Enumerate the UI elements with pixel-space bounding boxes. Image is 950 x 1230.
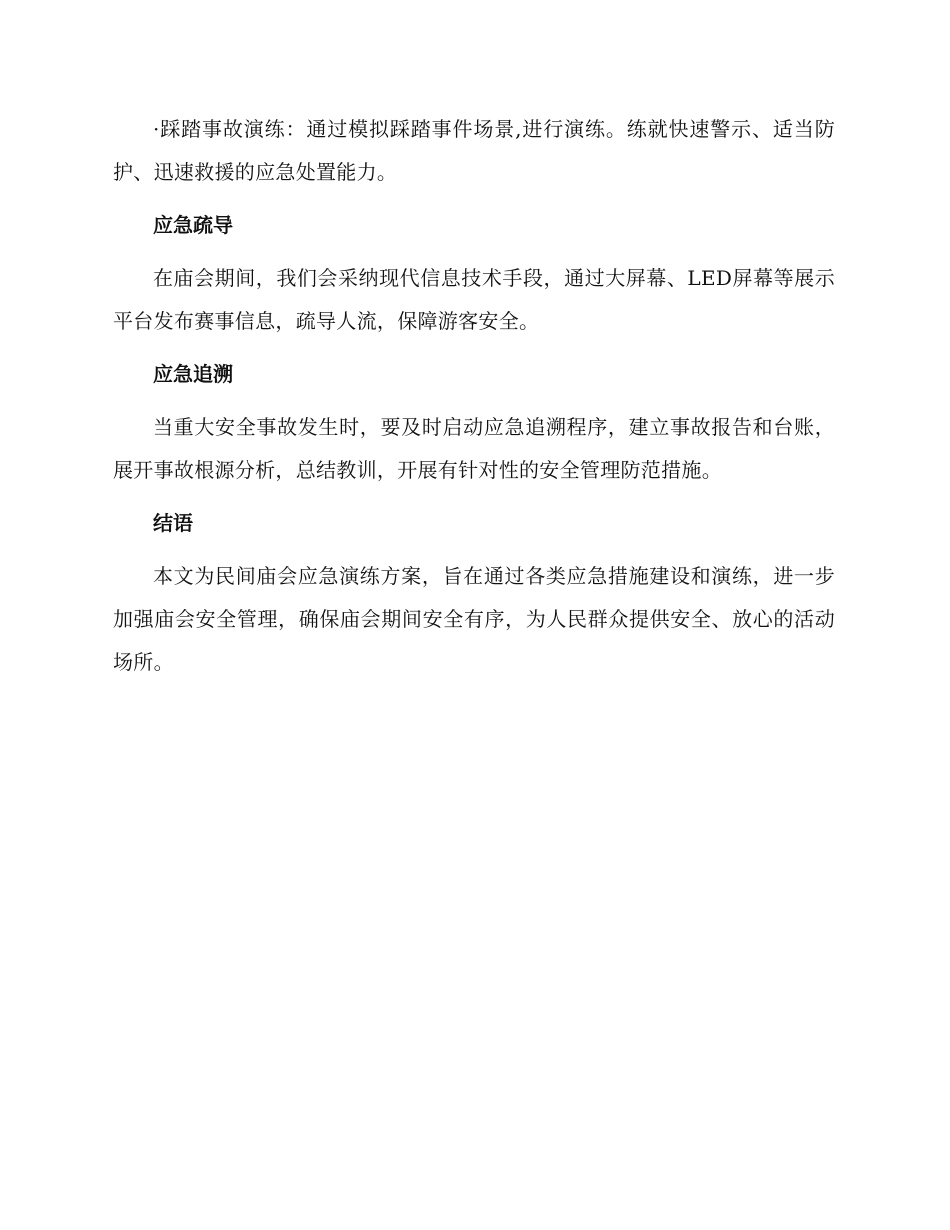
heading-emergency-tracing: 应急追溯 <box>153 362 233 386</box>
heading-emergency-guidance: 应急疏导 <box>153 213 233 237</box>
heading-conclusion: 结语 <box>153 511 193 535</box>
paragraph-stampede-drill: ·踩踏事故演练：通过模拟踩踏事件场景,进行演练。练就快速警示、适当防护、迅速救援的应急处置能力。 <box>113 117 835 184</box>
document-body <box>113 108 835 684</box>
paragraph-emergency-tracing: 当重大安全事故发生时，要及时启动应急追溯程序，建立事故报告和台账，展开事故根源分析，总结教训，开展有针对性的安全管理防范措施。 <box>113 415 835 482</box>
paragraph-emergency-guidance: 在庙会期间，我们会采纳现代信息技术手段，通过大屏幕、LED屏幕等展示平台发布赛事信息，疏导人流，保障游客安全。 <box>113 266 835 333</box>
paragraph-conclusion: 本文为民间庙会应急演练方案，旨在通过各类应急措施建设和演练，进一步加强庙会安全管理，确保庙会期间安全有序，为人民群众提供安全、放心的活动场所。 <box>113 564 835 674</box>
